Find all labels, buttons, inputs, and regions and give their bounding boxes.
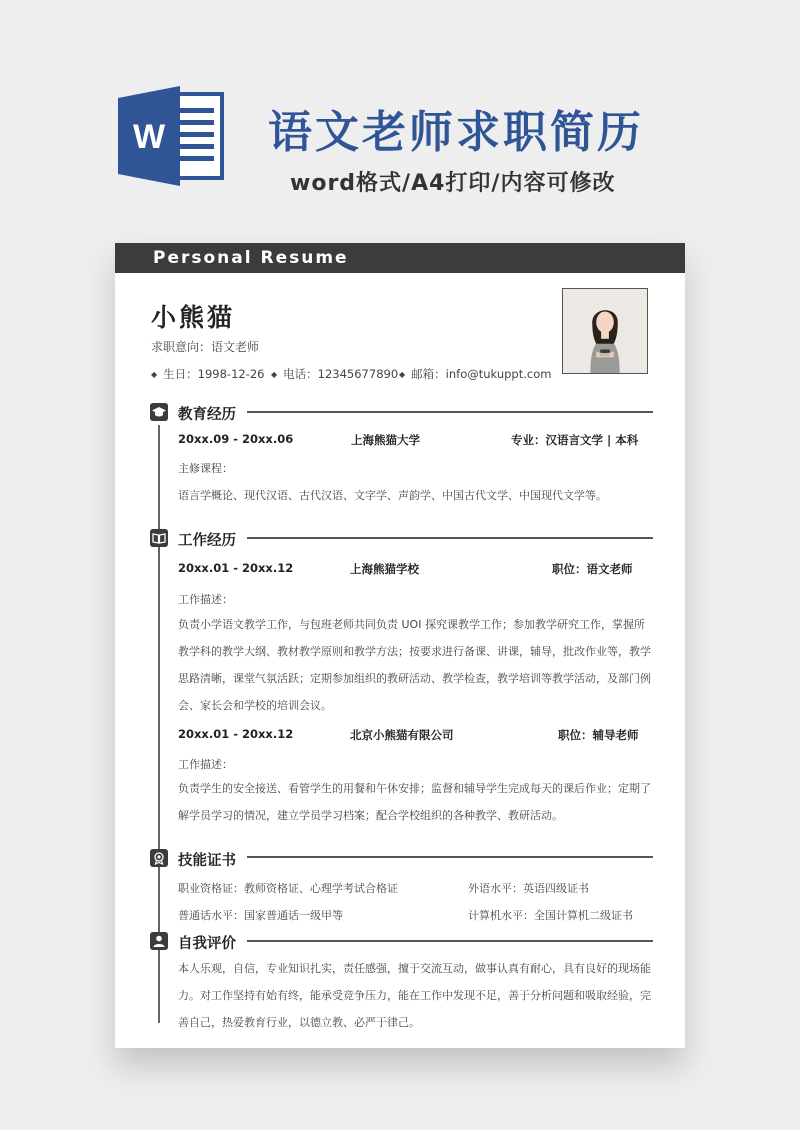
- edu-period: 20xx.09 - 20xx.06: [178, 432, 294, 446]
- self-eval-text: 本人乐观，自信，专业知识扎实，责任感强，擅于交流互动，做事认真有耐心，具有良好的现场能力。对工作坚持有始有终，能承受竞争压力，能在工作中发现不足，善于分析问题和吸取经验，完善自己，热爱教育行业，以德立教、必严于律己。: [178, 962, 651, 1029]
- skill-item: 计算机水平：全国计算机二级证书: [468, 909, 633, 922]
- job1-position: 职位：语文老师: [552, 562, 633, 576]
- page-title: 语文老师求职简历: [268, 107, 644, 158]
- graduation-cap-icon: [150, 403, 168, 421]
- award-icon: [150, 849, 168, 867]
- resume-banner: [115, 243, 685, 273]
- edu-school: 上海熊猫大学: [351, 433, 420, 447]
- job1-desc-label: 工作描述：: [178, 593, 233, 606]
- user-icon: [150, 932, 168, 950]
- email-info: ◆ 邮箱：info@tukuppt.com: [399, 367, 552, 381]
- self-eval-title: 自我评价: [178, 936, 236, 952]
- banner-text: Personal Resume: [153, 248, 349, 268]
- candidate-name: 小熊猫: [151, 303, 236, 332]
- skill-item: 普通话水平：国家普通话一级甲等: [178, 909, 343, 922]
- skill-item: 外语水平：英语四级证书: [468, 882, 589, 895]
- job1-desc: 负责小学语文教学工作，与包班老师共同负责 UOI 探究课教学工作；参加教学研究工作，掌握所教学科的教学大纲、教材教学原则和教学方法；按要求进行备课、讲课，辅导，批改作业等，教学思路清晰，课堂气氛活跃；定期参加组织的教研活动、教学检查，教学培训等教学活动，及部门例会、家长会和学校的培训会议。: [178, 618, 651, 712]
- job2-period: 20xx.01 - 20xx.12: [178, 727, 294, 741]
- job1-period: 20xx.01 - 20xx.12: [178, 561, 294, 575]
- book-icon: [150, 529, 168, 547]
- job2-position: 职位：辅导老师: [558, 728, 639, 742]
- page-subtitle: word格式/A4打印/内容可修改: [290, 171, 616, 196]
- bullet-icon: ◆: [151, 370, 158, 379]
- section-divider: [247, 856, 653, 858]
- education-title: 教育经历: [178, 407, 236, 423]
- edu-major: 专业：汉语言文学 | 本科: [511, 433, 639, 447]
- section-divider: [247, 537, 653, 539]
- job2-desc: 负责学生的安全接送、看管学生的用餐和午休安排；监督和辅导学生完成每天的课后作业；定期了解学员学习的情况，建立学员学习档案；配合学校组织的各种教学、教研活动。: [178, 782, 651, 822]
- edu-courses-label: 主修课程：: [178, 462, 233, 475]
- job2-company: 北京小熊猫有限公司: [350, 728, 454, 742]
- skills-title: 技能证书: [178, 853, 236, 869]
- profile-photo: [562, 288, 648, 374]
- skill-item: 职业资格证：教师资格证、心理学考试合格证: [178, 882, 398, 895]
- job1-company: 上海熊猫学校: [350, 562, 419, 576]
- bullet-icon: ◆: [399, 370, 406, 379]
- phone-info: ◆ 电话：12345677890: [271, 367, 399, 381]
- edu-courses: 语言学概论、现代汉语、古代汉语、文字学、声韵学、中国古代文学、中国现代文学等。: [178, 489, 607, 502]
- word-logo-letter: W: [132, 118, 166, 156]
- section-divider: [247, 940, 653, 942]
- job2-desc-label: 工作描述：: [178, 758, 233, 771]
- birth-info: ◆ 生日：1998-12-26: [151, 367, 265, 381]
- bullet-icon: ◆: [271, 370, 278, 379]
- resume-paper: [115, 243, 685, 1048]
- job-intent: 求职意向：语文老师: [151, 340, 260, 354]
- section-divider: [247, 411, 653, 413]
- work-title: 工作经历: [178, 533, 236, 549]
- word-doc-icon: [118, 86, 226, 186]
